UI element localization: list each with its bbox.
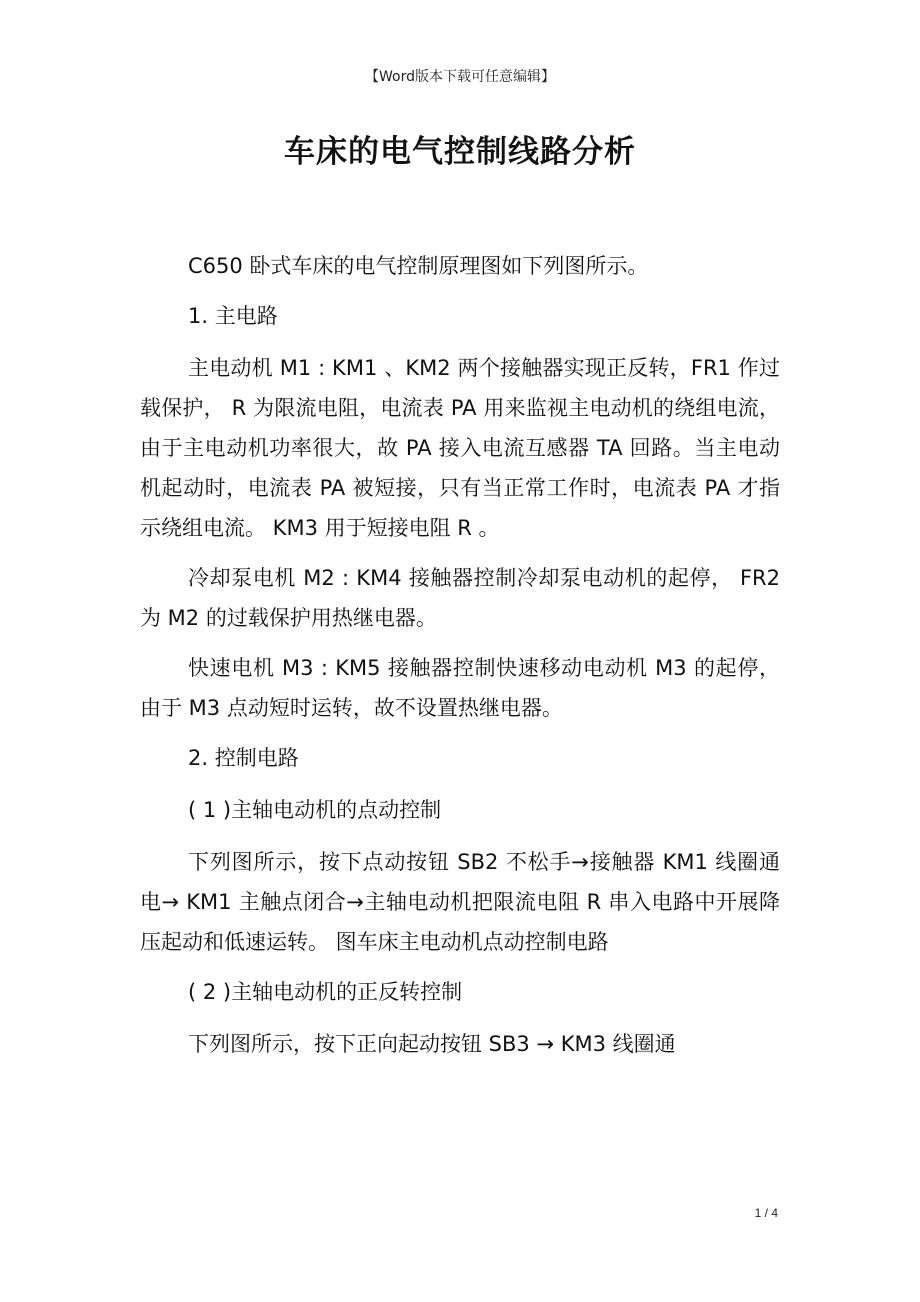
paragraph-forward-reverse-control: 下列图所示，按下正向起动按钮 SB3 → KM3 线圈通 — [188, 1032, 676, 1056]
page-indicator: 1 / 4 — [754, 1206, 778, 1220]
paragraph-main-motor: 主电动机 M1 : KM1 、KM2 两个接触器实现正反转，FR1 作过载保护， R 为限流电阻，电流表 PA 用来监视主电动机的绕组电流，由于主电动机功率很大，故 PA 接入电流互感器 TA 回路。当主电动机起动时，电流表 PA 被短接，只有当正常工作时，电流表 PA 才指示绕组电流。 KM3 用于短接电阻 R 。 — [140, 356, 780, 540]
page-title: 车床的电气控制线路分析 — [284, 134, 636, 170]
subheading-forward-reverse-control: ( 2 )主轴电动机的正反转控制 — [188, 980, 463, 1004]
intro-paragraph: C650 卧式车床的电气控制原理图如下列图所示。 — [188, 254, 649, 278]
section-heading-control-circuit: 2. 控制电路 — [188, 746, 299, 770]
section-heading-main-circuit: 1. 主电路 — [188, 304, 278, 328]
document-body — [140, 246, 780, 1074]
download-note: 【Word版本下载可任意编辑】 — [365, 69, 555, 85]
subheading-jog-control: ( 1 )主轴电动机的点动控制 — [188, 798, 442, 822]
paragraph-rapid-motor: 快速电机 M3 : KM5 接触器控制快速移动电动机 M3 的起停，由于 M3 点动短时运转，故不设置热继电器。 — [140, 656, 780, 720]
paragraph-coolant-pump-motor: 冷却泵电机 M2 : KM4 接触器控制冷却泵电动机的起停， FR2 为 M2 的过载保护用热继电器。 — [140, 566, 780, 630]
paragraph-jog-control: 下列图所示，按下点动按钮 SB2 不松手→接触器 KM1 线圈通电→ KM1 主触点闭合→主轴电动机把限流电阻 R 串入电路中开展降压起动和低速运转。 图车床主电动机点动控制电路 — [140, 850, 780, 954]
